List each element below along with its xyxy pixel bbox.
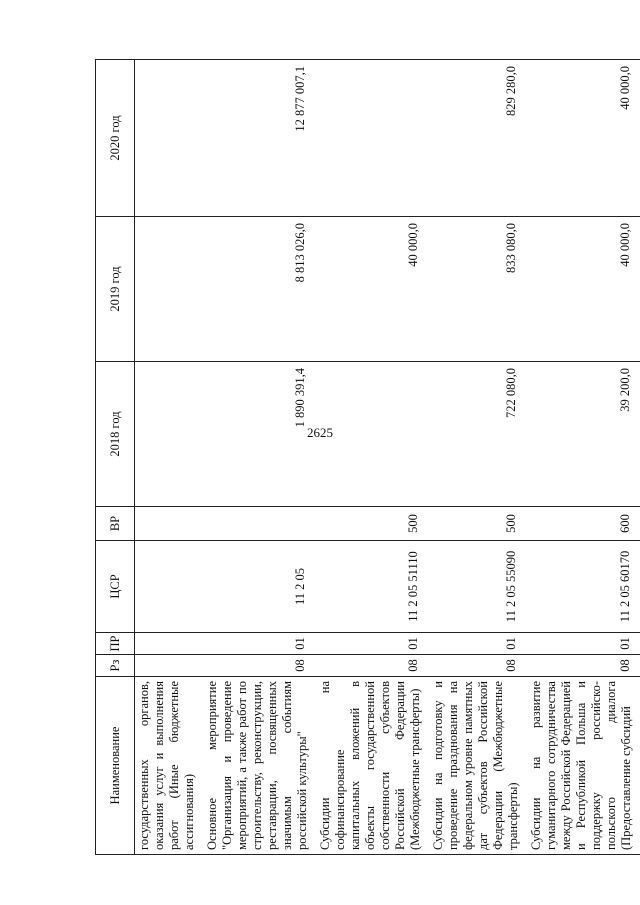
- row-vr: [135, 507, 204, 541]
- row-2020: [429, 60, 527, 217]
- header-csr: ЦСР: [96, 541, 135, 633]
- row-2020-value: 829 280,0: [504, 66, 518, 116]
- row-rz: [527, 655, 640, 677]
- row-2020-value: 40 000,0: [618, 66, 632, 110]
- row-rz: [429, 655, 527, 677]
- header-name: Наименование: [96, 677, 135, 855]
- row-csr-value: 11 2 05 60170: [618, 550, 632, 623]
- row-pr: [527, 633, 640, 655]
- row-csr: [135, 541, 204, 633]
- row-csr-value: 11 2 05 55090: [504, 550, 518, 623]
- row-2019: [135, 217, 204, 362]
- row-name: Субсидии на софинансирование капитальных вложений в объекты государственной собственности субъектов Российской Федерации (Межбюджетные трансферты): [316, 677, 429, 855]
- table-header-row: [96, 60, 135, 855]
- row-csr-value: 11 2 05 51110: [406, 551, 420, 622]
- row-pr: [316, 633, 429, 655]
- row-pr: [429, 633, 527, 655]
- row-2019: [527, 217, 640, 362]
- row-2020: [316, 60, 429, 217]
- table-row: [527, 60, 640, 855]
- row-vr: [203, 507, 316, 541]
- row-vr: [527, 507, 640, 541]
- row-2018: [135, 362, 204, 507]
- table-row: [429, 60, 527, 855]
- row-vr-value: 500: [504, 514, 518, 533]
- row-rz-value: 08: [618, 659, 632, 672]
- row-2020: [203, 60, 316, 217]
- row-2018-value: 1 890 391,4: [293, 368, 307, 428]
- row-vr-value: [203, 507, 293, 540]
- row-csr-value: 11 2 05: [293, 567, 307, 606]
- row-2019-value: 40 000,0: [618, 223, 632, 267]
- row-2020-value: [316, 66, 406, 216]
- row-vr: [316, 507, 429, 541]
- row-2020: [135, 60, 204, 217]
- row-2018-value: 722 080,0: [504, 368, 518, 418]
- header-2018: 2018 год: [96, 362, 135, 507]
- row-2019: [429, 217, 527, 362]
- header-rz: Рз: [96, 655, 135, 677]
- row-vr-value: 600: [618, 514, 632, 533]
- header-vr: ВР: [96, 507, 135, 541]
- page-number: 2625: [307, 425, 333, 440]
- table-row: [135, 60, 204, 855]
- row-rz: [135, 655, 204, 677]
- row-csr: [203, 541, 316, 633]
- row-2019-value: 8 813 026,0: [293, 223, 307, 283]
- row-name: Субсидии на подготовку и проведение празднования на федеральном уровне памятных дат субъектов Российской Федерации (Межбюджетные трансферты): [429, 677, 527, 855]
- row-name: Субсидии на развитие гуманитарного сотрудничества между Российской Федерацией и Республикой Польша и поддержку российско-польского диалога (Предоставление субсидий: [527, 677, 640, 855]
- header-2019: 2019 год: [96, 217, 135, 362]
- row-pr-value: 01: [618, 637, 632, 650]
- row-2019: [316, 217, 429, 362]
- row-2020: [527, 60, 640, 217]
- row-2018: [203, 362, 316, 507]
- row-csr: [527, 541, 640, 633]
- row-2018: [527, 362, 640, 507]
- row-rz: [203, 655, 316, 677]
- row-2020-value: 12 877 007,1: [293, 66, 307, 132]
- row-pr-value: 01: [504, 637, 518, 650]
- row-2019-value: 40 000,0: [406, 223, 420, 267]
- row-rz-value: 08: [504, 659, 518, 672]
- table-row: [316, 60, 429, 855]
- rotated-page: [95, 60, 633, 855]
- budget-table: [95, 59, 640, 855]
- row-pr: [135, 633, 204, 655]
- header-pr: ПР: [96, 633, 135, 655]
- row-2018: [429, 362, 527, 507]
- row-rz-value: 08: [293, 659, 307, 672]
- row-pr-value: 01: [406, 637, 420, 650]
- row-pr-value: 01: [293, 637, 307, 650]
- row-2019: [203, 217, 316, 362]
- row-vr: [429, 507, 527, 541]
- table-row: [203, 60, 316, 855]
- row-pr: [203, 633, 316, 655]
- row-2018: [316, 362, 429, 507]
- row-csr: [429, 541, 527, 633]
- row-2018-value: 39 200,0: [618, 368, 632, 412]
- row-vr-value: 500: [406, 514, 420, 533]
- row-rz-value: 08: [406, 659, 420, 672]
- row-2019-value: 833 080,0: [504, 223, 518, 273]
- row-csr: [316, 541, 429, 633]
- header-2020: 2020 год: [96, 60, 135, 217]
- row-name: Основное мероприятие "Организация и проведение мероприятий, а также работ по строительству, реконструкции, реставрации, посвященных значимым событиям российской культуры": [203, 677, 316, 855]
- row-2018-value: [316, 368, 406, 506]
- row-name: государственных органов, оказания услуг и выполнения работ (Иные бюджетные ассигнования): [135, 677, 204, 855]
- row-rz: [316, 655, 429, 677]
